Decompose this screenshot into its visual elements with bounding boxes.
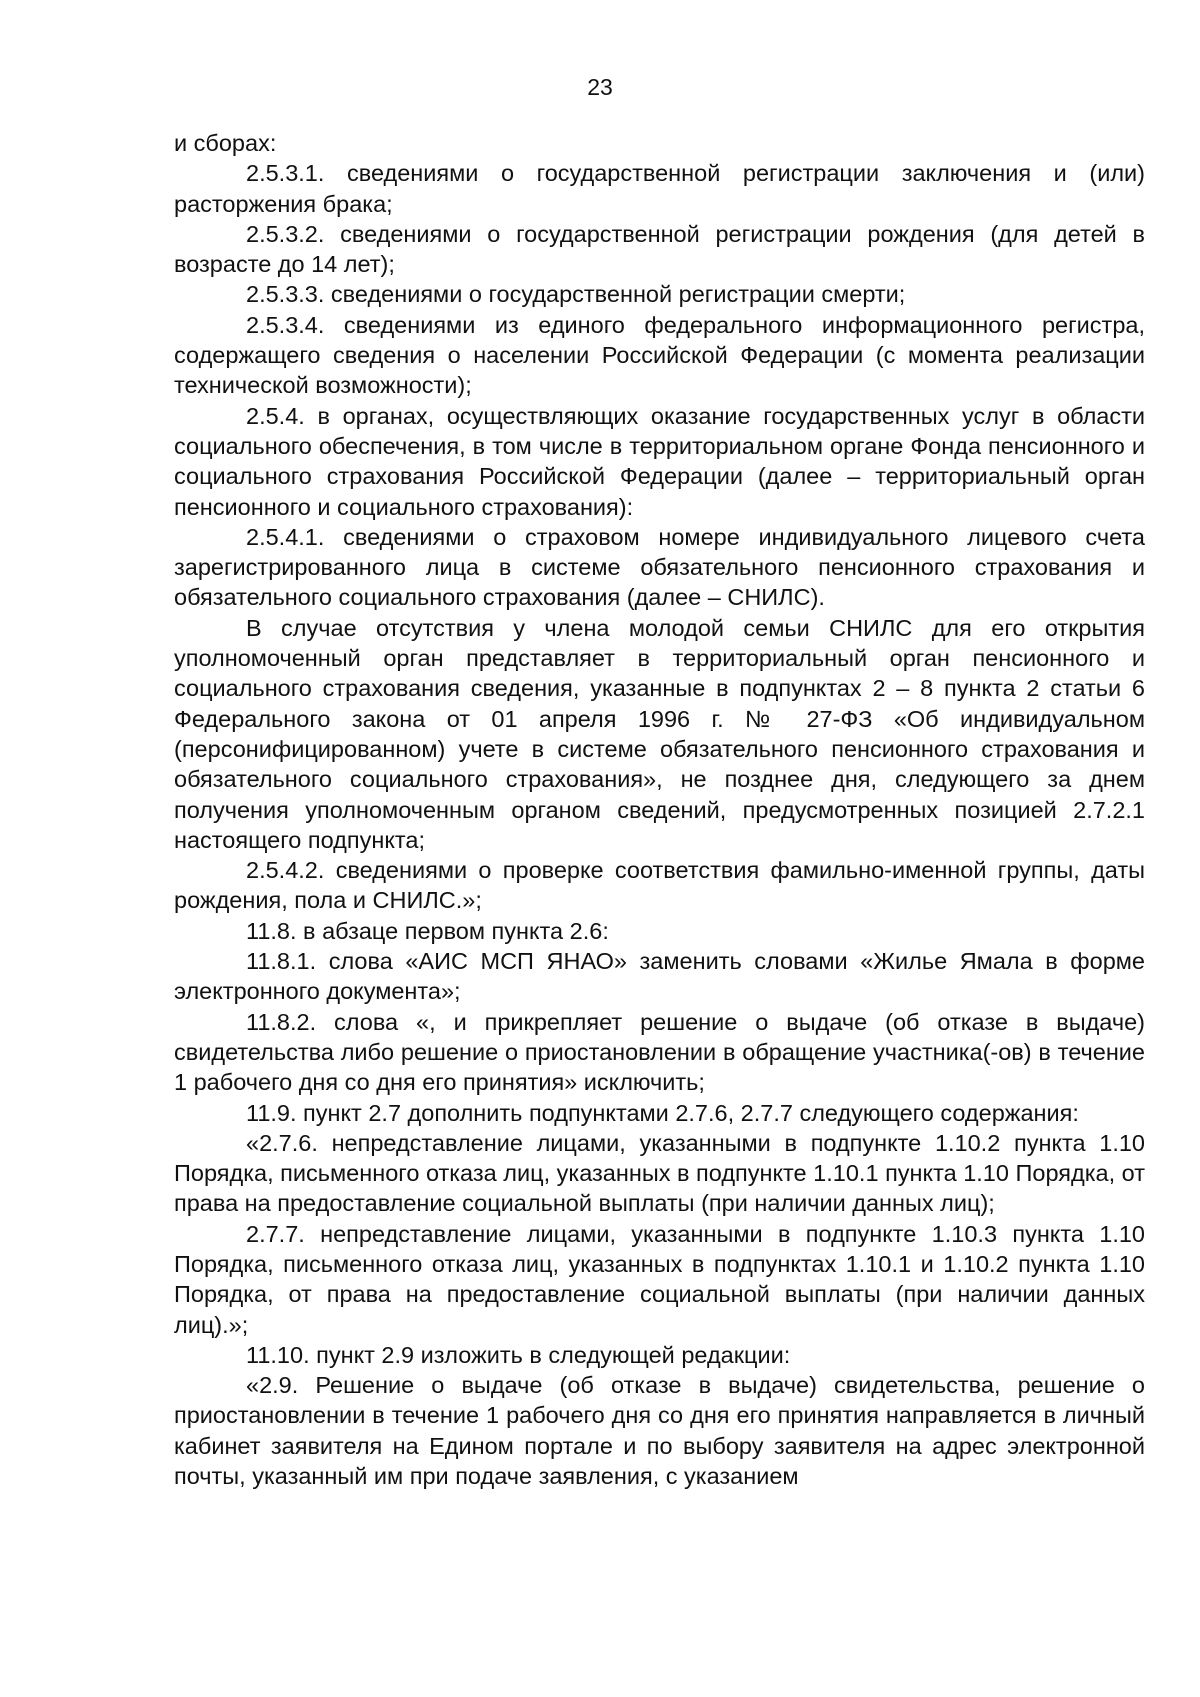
page-number: 23: [587, 74, 613, 100]
document-body: [174, 128, 1145, 1491]
paragraph: 2.5.3.2. сведениями о государственной регистрации рождения (для детей в возрасте до 14 лет);: [174, 220, 1145, 278]
paragraph: 2.5.4.1. сведениями о страховом номере индивидуального лицевого счета зарегистрированного лица в системе обязательного пенсионного страхования и обязательного социального страхования (далее – СНИЛС).: [174, 523, 1145, 611]
paragraph: 2.5.3.4. сведениями из единого федерального информационного регистра, содержащего сведения о населении Российской Федерации (с момента реализации технической возможности);: [174, 311, 1145, 399]
paragraph: «2.7.6. непредставление лицами, указанными в подпункте 1.10.2 пункта 1.10 Порядка, письменного отказа лиц, указанных в подпункте 1.10.1 пункта 1.10 Порядка, от права на предоставление социальной выплаты (при наличии данных лиц);: [174, 1129, 1145, 1217]
paragraph: 11.10. пункт 2.9 изложить в следующей редакции:: [246, 1341, 791, 1368]
paragraph: 11.8.2. слова «, и прикрепляет решение о выдаче (об отказе в выдаче) свидетельства либо решение о приостановлении в обращение участника(-ов) в течение 1 рабочего дня со дня его принятия» исключить;: [174, 1008, 1145, 1096]
paragraph: и сборах:: [174, 130, 277, 156]
paragraph: 2.5.4. в органах, осуществляющих оказание государственных услуг в области социального обеспечения, в том числе в территориальном органе Фонда пенсионного и социального страхования Российской Федерации (далее – территориальный орган пенсионного и социального страхования):: [174, 402, 1145, 520]
paragraph: 2.5.4.2. сведениями о проверке соответствия фамильно-именной группы, даты рождения, пола и СНИЛС.»;: [174, 857, 1145, 914]
paragraph: 2.5.3.3. сведениями о государственной регистрации смерти;: [246, 281, 906, 308]
paragraph: 2.7.7. непредставление лицами, указанными в подпункте 1.10.3 пункта 1.10 Порядка, письменного отказа лиц, указанных в подпунктах 1.10.1 и 1.10.2 пункта 1.10 Порядка, от права на предоставление социальной выплаты (при наличии данных лиц).»;: [174, 1220, 1145, 1338]
paragraph: «2.9. Решение о выдаче (об отказе в выдаче) свидетельства, решение о приостановлении в течение 1 рабочего дня со дня его принятия направляется в личный кабинет заявителя на Едином портале и по выбору заявителя на адрес электронной почты, указанный им при подаче заявления, с указанием: [174, 1372, 1145, 1490]
paragraph: 2.5.3.1. сведениями о государственной регистрации заключения и (или) расторжения брака;: [174, 160, 1145, 217]
paragraph: 11.9. пункт 2.7 дополнить подпунктами 2.7.6, 2.7.7 следующего содержания:: [246, 1099, 1079, 1126]
paragraph: 11.8. в абзаце первом пункта 2.6:: [246, 917, 609, 944]
paragraph: В случае отсутствия у члена молодой семьи СНИЛС для его открытия уполномоченный орган представляет в территориальный орган пенсионного и социального страхования сведения, указанные в подпунктах 2 – 8 пункта 2 статьи 6 Федерального закона от 01 апреля 1996 г. № 27-ФЗ «Об индивидуальном (персонифицированном) учете в системе обязательного пенсионного страхования и обязательного социального страхования», не позднее дня, следующего за днем получения уполномоченным органом сведений, предусмотренных позицией 2.7.2.1 настоящего подпункта;: [174, 614, 1145, 853]
paragraph: 11.8.1. слова «АИС МСП ЯНАО» заменить словами «Жилье Ямала в форме электронного документа»;: [174, 948, 1145, 1005]
